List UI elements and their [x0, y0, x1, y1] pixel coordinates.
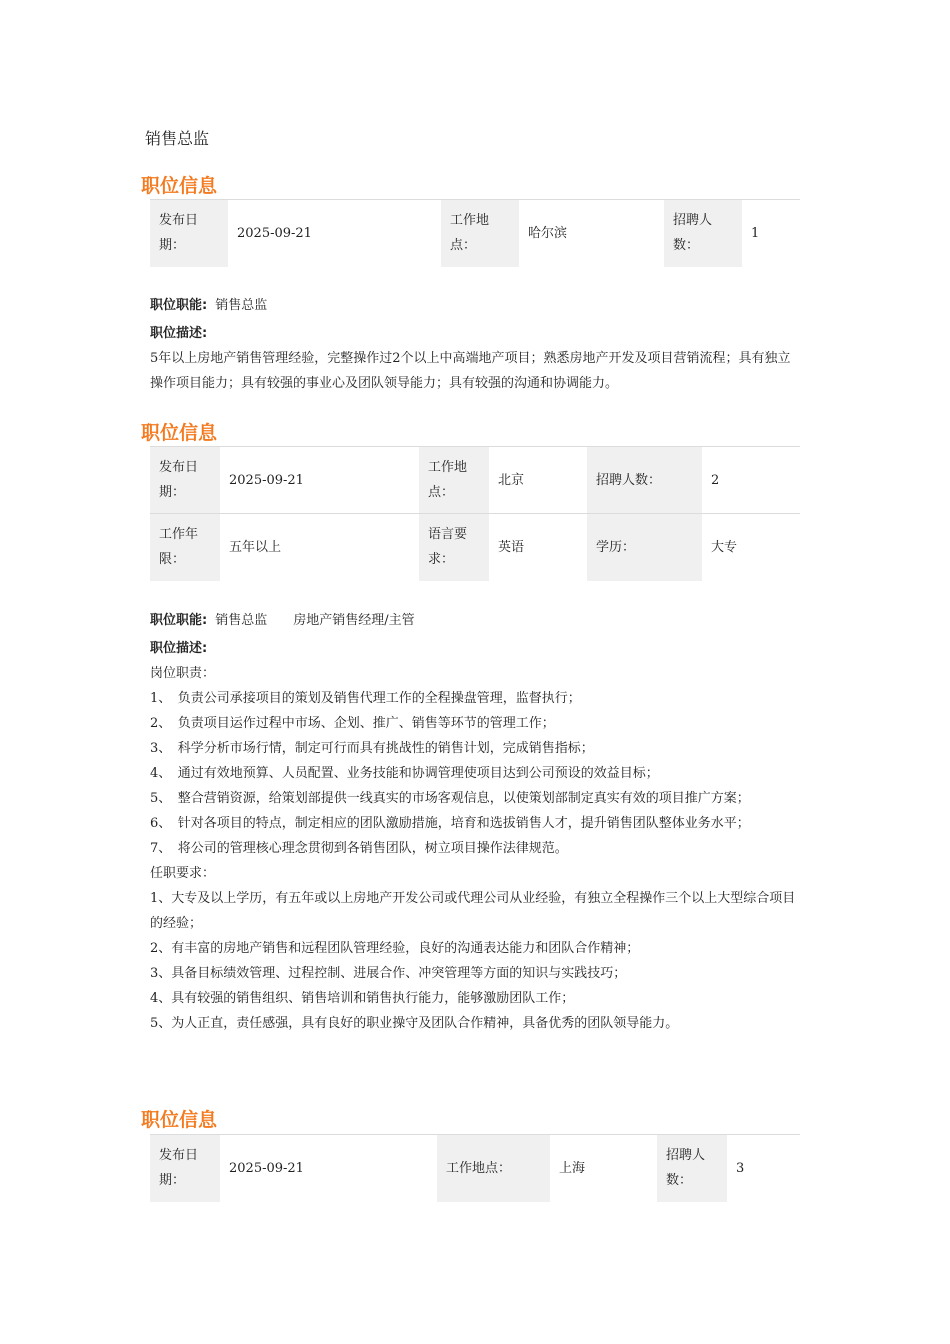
description-line: 6、 针对各项目的特点，制定相应的团队激励措施，培育和选拔销售人才，提升销售团队整体业务水平； [150, 816, 750, 831]
description-line: 7、 将公司的管理核心理念贯彻到各销售团队，树立项目操作法律规范。 [150, 841, 568, 856]
description-line: 4、具有较强的销售组织、销售培训和销售执行能力，能够激励团队工作； [150, 991, 575, 1006]
headcount-value: 3 [736, 1160, 745, 1176]
headcount-label: 招聘人数： [664, 200, 742, 267]
headcount-label: 招聘人数： [587, 447, 702, 514]
job-function [150, 608, 415, 633]
language-label: 语言要求： [419, 514, 489, 581]
job-function-label: 职位职能: [150, 298, 208, 313]
headcount-label: 招聘人数： [657, 1135, 727, 1202]
page-title: 销售总监 [145, 129, 210, 148]
description-line: 4、 通过有效地预算、人员配置、业务技能和协调管理使项目达到公司预设的效益目标； [150, 766, 659, 781]
section-heading: 职位信息 [141, 175, 218, 197]
description-line: 2、 负责项目运作过程中市场、企划、推广、销售等环节的管理工作； [150, 716, 555, 731]
publish-date-label: 发布日期： [150, 447, 220, 514]
education-label: 学历： [587, 514, 702, 581]
job-function-label: 职位职能: [150, 613, 208, 628]
job-info-table [150, 199, 800, 267]
work-location-value: 北京 [498, 472, 525, 488]
headcount-value: 1 [751, 225, 760, 241]
publish-date-value: 2025-09-21 [237, 225, 312, 241]
education-value: 大专 [702, 514, 800, 581]
job-function-value: 销售总监 房地产销售经理/主管 [215, 613, 415, 628]
description-line: 任职要求： [150, 866, 216, 881]
work-location-label: 工作地点： [437, 1135, 550, 1202]
work-location-label: 工作地点： [419, 447, 489, 514]
description-line: 5、 整合营销资源，给策划部提供一线真实的市场客观信息，以使策划部制定真实有效的项目推广方案； [150, 791, 750, 806]
description-line: 3、 科学分析市场行情，制定可行而具有挑战性的销售计划，完成销售指标； [150, 741, 594, 756]
job-function-value: 销售总监 [215, 298, 268, 313]
job-description [150, 661, 798, 1036]
publish-date-label: 发布日期： [150, 200, 228, 267]
description-line: 3、具备目标绩效管理、过程控制、进展合作、冲突管理等方面的知识与实践技巧； [150, 966, 627, 981]
job-info-table [150, 1134, 800, 1202]
section-heading: 职位信息 [141, 422, 218, 444]
job-description [150, 346, 798, 396]
work-location-value: 上海 [559, 1160, 586, 1176]
work-location-label: 工作地点： [441, 200, 519, 267]
publish-date-value: 2025-09-21 [229, 1160, 304, 1176]
description-line: 1、 负责公司承接项目的策划及销售代理工作的全程操盘管理，监督执行； [150, 691, 581, 706]
job-function [150, 293, 267, 318]
description-line: 2、有丰富的房地产销售和远程团队管理经验，良好的沟通表达能力和团队合作精神； [150, 941, 640, 956]
work-location-value: 哈尔滨 [528, 225, 568, 241]
description-line: 1、大专及以上学历，有五年或以上房地产开发公司或代理公司从业经验，有独立全程操作三个以上大型综合项目的经验； [150, 891, 796, 931]
section-heading: 职位信息 [141, 1109, 218, 1131]
publish-date-label: 发布日期： [150, 1135, 220, 1202]
headcount-value: 2 [711, 472, 720, 488]
job-description-label: 职位描述: [150, 326, 208, 341]
publish-date-value: 2025-09-21 [229, 472, 304, 488]
job-info-table [150, 446, 800, 581]
description-line: 5、为人正直，责任感强，具有良好的职业操守及团队合作精神，具备优秀的团队领导能力。 [150, 1016, 679, 1031]
job-description-label: 职位描述: [150, 641, 208, 656]
experience-label: 工作年限： [150, 514, 220, 581]
description-line: 岗位职责： [150, 666, 216, 681]
experience-value: 五年以上 [220, 514, 419, 581]
description-line: 5年以上房地产销售管理经验，完整操作过2个以上中高端地产项目；熟悉房地产开发及项目营销流程；具有独立操作项目能力；具有较强的事业心及团队领导能力；具有较强的沟通和协调能力。 [150, 351, 791, 391]
language-value: 英语 [489, 514, 587, 581]
